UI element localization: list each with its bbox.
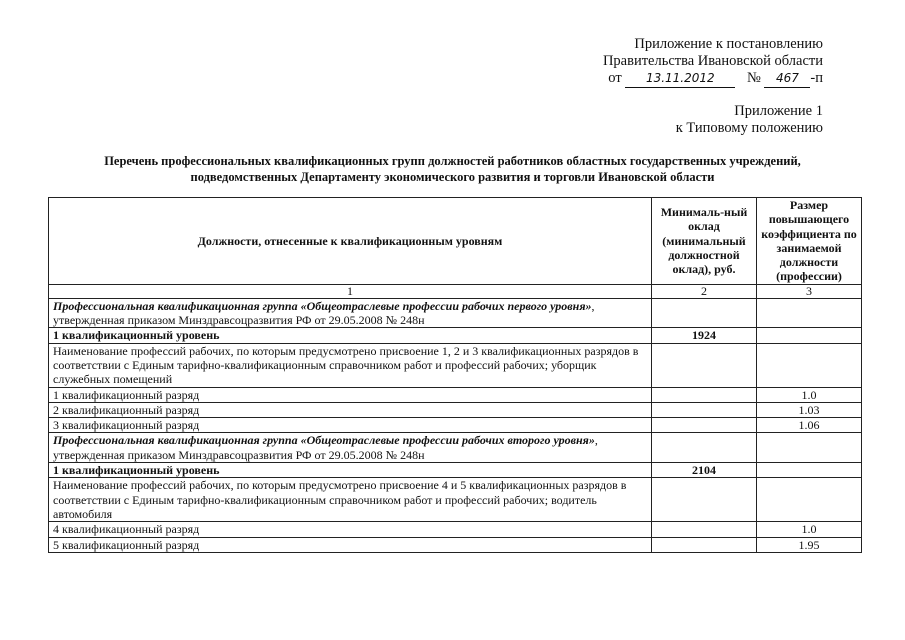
coefficient-cell bbox=[757, 328, 862, 343]
min-salary-cell bbox=[652, 433, 757, 463]
column-number-row bbox=[49, 284, 862, 298]
table-row-level bbox=[49, 463, 862, 478]
group-approval: , утвержденная приказом Минздравсоцразвития РФ от 29.05.2008 № 248н bbox=[53, 433, 598, 462]
table-row-text bbox=[49, 537, 862, 552]
handwritten-number: 467 bbox=[764, 70, 810, 88]
table-row-text bbox=[49, 387, 862, 402]
position-cell bbox=[49, 433, 652, 463]
resolution-date-line bbox=[603, 70, 823, 88]
min-salary-cell bbox=[652, 418, 757, 433]
position-cell bbox=[49, 298, 652, 328]
col-header-min-salary: Минималь-ный оклад (минимальный должностной оклад), руб. bbox=[652, 198, 757, 285]
position-cell: 3 квалификационный разряд bbox=[49, 418, 652, 433]
table-row-text bbox=[49, 478, 862, 522]
table-row-text bbox=[49, 418, 862, 433]
coefficient-cell: 1.95 bbox=[757, 537, 862, 552]
coefficient-cell: 1.06 bbox=[757, 418, 862, 433]
date-prefix: от bbox=[608, 70, 622, 86]
coefficient-cell: 1.03 bbox=[757, 402, 862, 417]
position-cell: Наименование профессий рабочих, по которым предусмотрено присвоение 1, 2 и 3 квалификационных разрядов в соответствии с Единым тарифно-квалификационным справочником работ и профессий рабочих; уборщик служебных помещений bbox=[49, 343, 652, 387]
coefficient-cell bbox=[757, 433, 862, 463]
min-salary-cell bbox=[652, 387, 757, 402]
group-approval: , утвержденная приказом Минздравсоцразвития РФ от 29.05.2008 № 248н bbox=[53, 298, 595, 328]
col-number: 3 bbox=[757, 284, 862, 298]
col-number: 2 bbox=[652, 284, 757, 298]
position-cell: 1 квалификационный уровень bbox=[49, 328, 652, 343]
coefficient-cell: 1.0 bbox=[757, 522, 862, 537]
handwritten-date: 13.11.2012 bbox=[625, 70, 735, 88]
min-salary-cell bbox=[652, 298, 757, 328]
min-salary-cell bbox=[652, 402, 757, 417]
col-number: 1 bbox=[49, 284, 652, 298]
resolution-line1: Приложение к постановлению bbox=[634, 36, 823, 52]
group-name: Профессиональная квалификационная группа «Общеотраслевые профессии рабочих второго уровня» bbox=[53, 433, 595, 448]
position-cell: 4 квалификационный разряд bbox=[49, 522, 652, 537]
table-row-group bbox=[49, 298, 862, 328]
appendix-to: к Типовому положению bbox=[675, 120, 823, 136]
coefficient-cell: 1.0 bbox=[757, 387, 862, 402]
position-cell: 5 квалификационный разряд bbox=[49, 537, 652, 552]
min-salary-cell: 2104 bbox=[652, 463, 757, 478]
table-row-text bbox=[49, 343, 862, 387]
table-row-text bbox=[49, 402, 862, 417]
min-salary-cell: 1924 bbox=[652, 328, 757, 343]
position-cell: 2 квалификационный разряд bbox=[49, 402, 652, 417]
coefficient-cell bbox=[757, 343, 862, 387]
group-name: Профессиональная квалификационная группа «Общеотраслевые профессии рабочих первого уровня» bbox=[53, 298, 592, 313]
table-row-text bbox=[49, 522, 862, 537]
table-row-group bbox=[49, 433, 862, 463]
document-title bbox=[40, 153, 865, 185]
min-salary-cell bbox=[652, 522, 757, 537]
position-cell: 1 квалификационный разряд bbox=[49, 387, 652, 402]
resolution-reference bbox=[603, 36, 823, 88]
table-header-row bbox=[49, 198, 862, 285]
number-suffix: -п bbox=[810, 70, 823, 86]
qualification-groups-table bbox=[48, 197, 862, 553]
resolution-line2: Правительства Ивановской области bbox=[602, 53, 823, 69]
appendix-reference bbox=[676, 103, 823, 137]
table-row-level bbox=[49, 328, 862, 343]
min-salary-cell bbox=[652, 537, 757, 552]
min-salary-cell bbox=[652, 343, 757, 387]
number-prefix: № bbox=[746, 70, 761, 86]
coefficient-cell bbox=[757, 463, 862, 478]
appendix-label: Приложение 1 bbox=[734, 103, 823, 119]
title-line1: Перечень профессиональных квалификационных групп должностей работников областных государственных учреждений, bbox=[104, 154, 801, 168]
position-cell: 1 квалификационный уровень bbox=[49, 463, 652, 478]
coefficient-cell bbox=[757, 478, 862, 522]
coefficient-cell bbox=[757, 298, 862, 328]
col-header-positions: Должности, отнесенные к квалификационным уровням bbox=[49, 198, 652, 285]
title-line2: подведомственных Департаменту экономического развития и торговли Ивановской области bbox=[190, 170, 715, 184]
min-salary-cell bbox=[652, 478, 757, 522]
position-cell: Наименование профессий рабочих, по которым предусмотрено присвоение 4 и 5 квалификационных разрядов в соответствии с Единым тарифно-квалификационным справочником работ и профессий рабочих; водитель автомобиля bbox=[49, 478, 652, 522]
col-header-coefficient: Размер повышающего коэффициента по занимаемой должности (профессии) bbox=[757, 198, 862, 285]
